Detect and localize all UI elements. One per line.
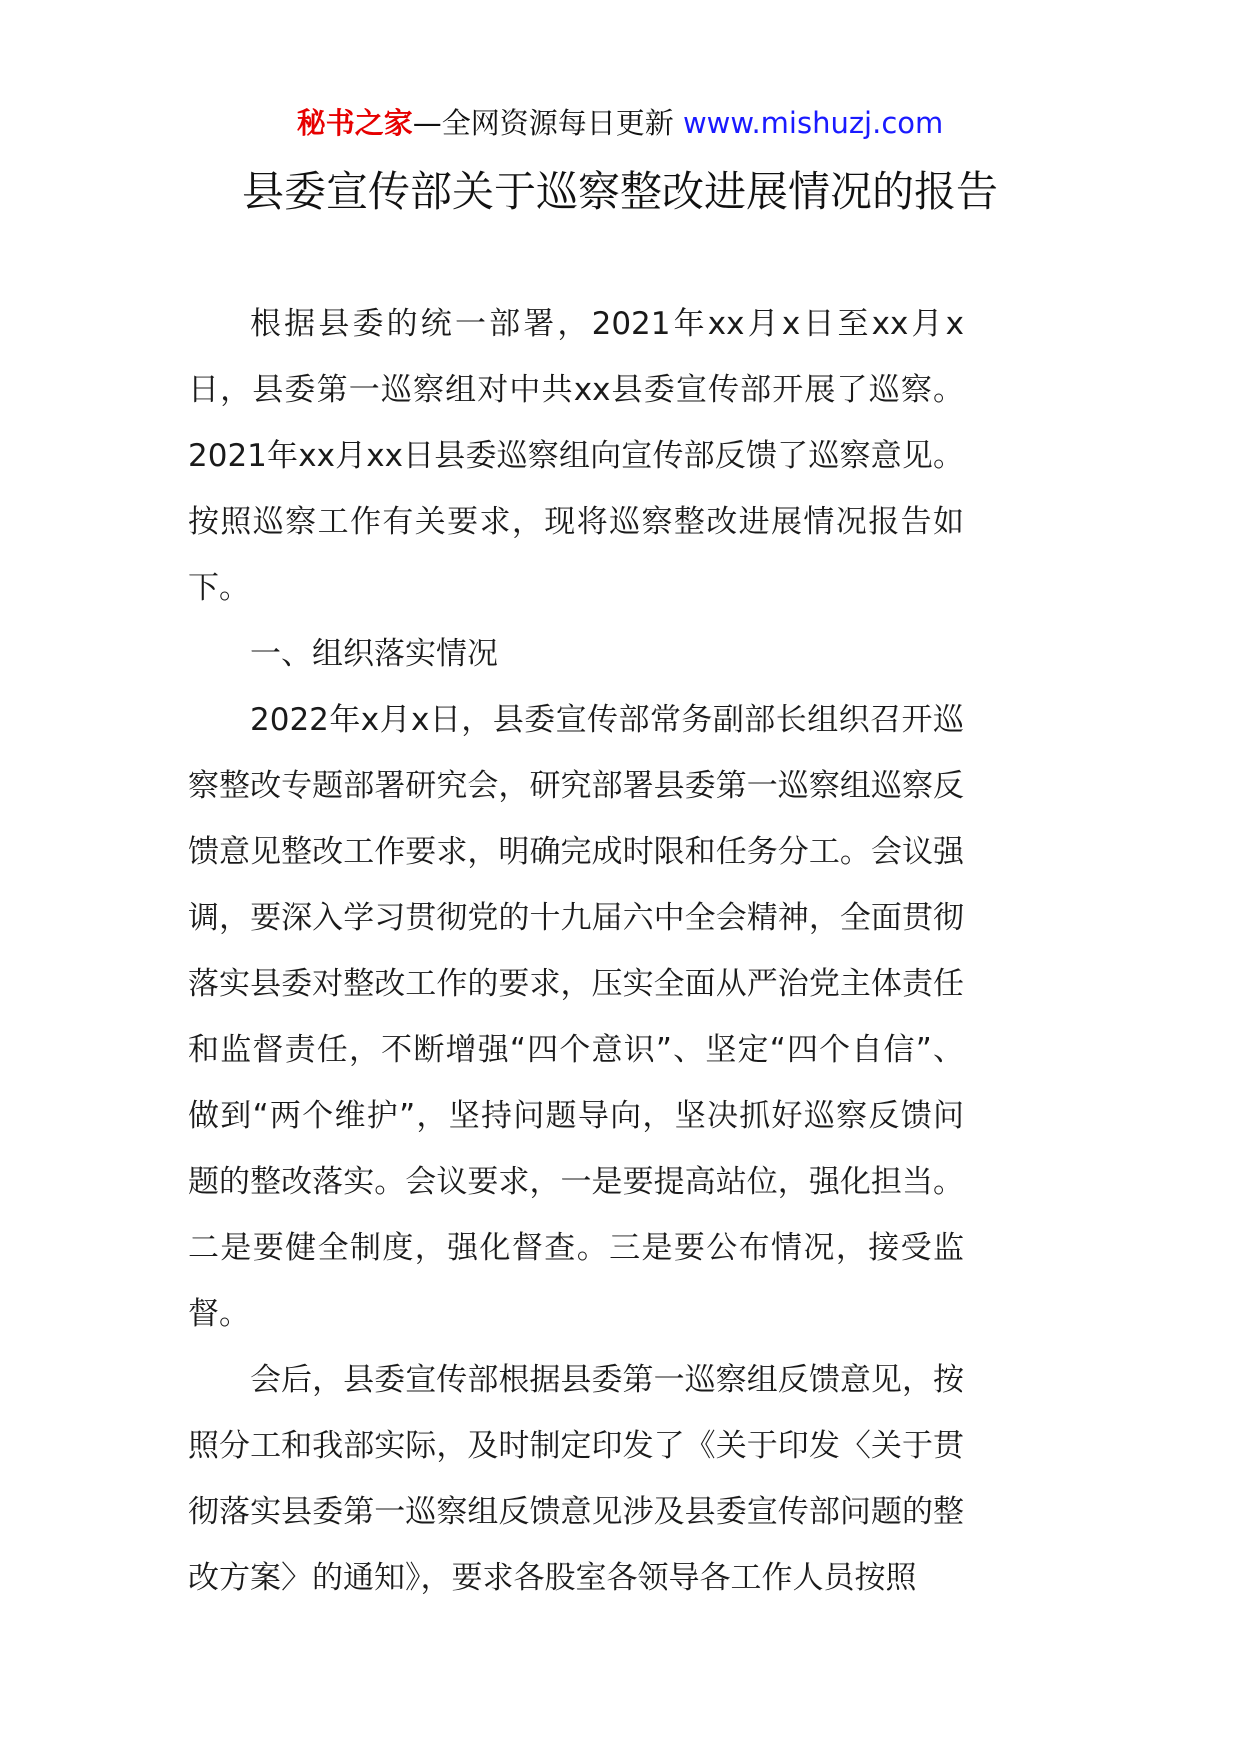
header-tagline: —全网资源每日更新: [412, 106, 674, 140]
brand-name: 秘书之家: [296, 106, 413, 140]
intro-paragraph: 根据县委的统一部署，2021年xx月x日至xx月x日，县委第一巡察组对中共xx县委宣传部开展了巡察。2021年xx月xx日县委巡察组向宣传部反馈了巡察意见。按照巡察工作有关要求，现将巡察整改进展情况报告如下。: [188, 306, 964, 606]
site-url-link[interactable]: www.mishuzj.com: [682, 106, 944, 140]
section-heading: 一、组织落实情况: [250, 636, 498, 672]
site-header: [0, 103, 1240, 143]
body-paragraph: 2022年x月x日，县委宣传部常务副部长组织召开巡察整改专题部署研究会，研究部署县委第一巡察组巡察反馈意见整改工作要求，明确完成时限和任务分工。会议强调，要深入学习贯彻党的十九届六中全会精神，全面贯彻落实县委对整改工作的要求，压实全面从严治党主体责任和监督责任，不断增强“四个意识”、坚定“四个自信”、做到“两个维护”，坚持问题导向，坚决抓好巡察反馈问题的整改落实。会议要求，一是要提高站位，强化担当。二是要健全制度，强化督查。三是要公布情况，接受监督。: [188, 702, 964, 1332]
document-title: 县委宣传部关于巡察整改进展情况的报告: [241, 167, 998, 216]
body-paragraph: 会后，县委宣传部根据县委第一巡察组反馈意见，按照分工和我部实际，及时制定印发了《关于印发〈关于贯彻落实县委第一巡察组反馈意见涉及县委宣传部问题的整改方案〉的通知》，要求各股室各领导各工作人员按照: [188, 1362, 964, 1596]
document-body: [188, 291, 964, 1611]
